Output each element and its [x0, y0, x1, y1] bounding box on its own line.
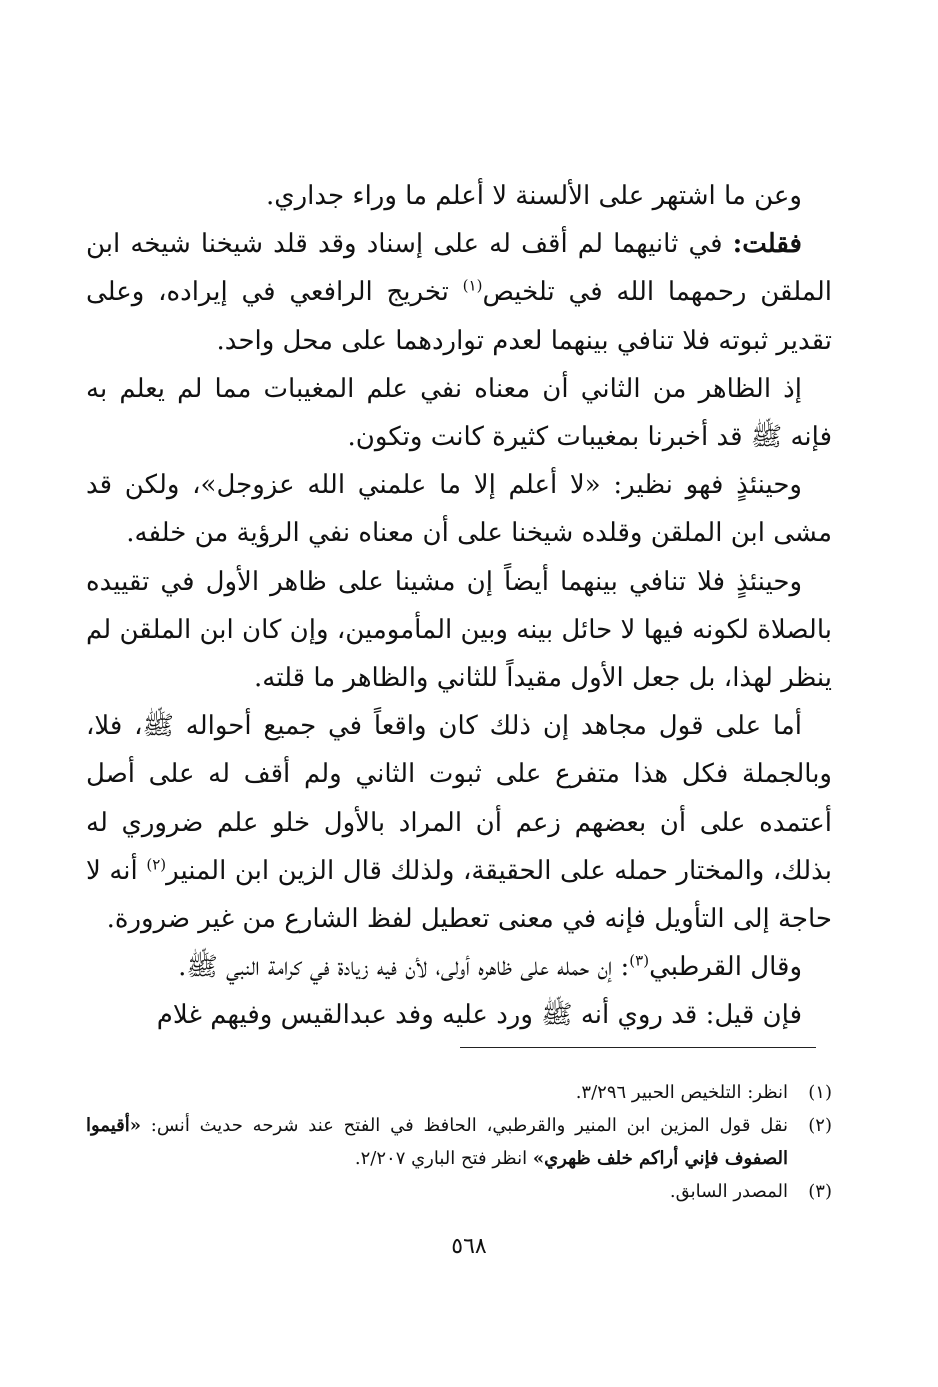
paragraph-lead-word: فقلت:	[732, 229, 802, 260]
paragraph-7-text-a: وقال القرطبي	[649, 952, 802, 983]
paragraph-6-text-b: أنه لا حاجة إلى التأويل فإنه في معنى تعطيل لفظ الشارع من غير ضرورة.	[86, 855, 832, 935]
footnote-number: (١)	[808, 1082, 832, 1103]
paragraph-4: وحينئذٍ فهو نظير: «لا أعلم إلا ما علمني الله عزوجل»، ولكن قد مشى ابن الملقن وقلده شيخنا على أن معناه نفي الرؤية من خلفه.	[86, 470, 832, 549]
paragraph-2-text-b: تخريج الرافعي في إيراده، وعلى تقدير ثبوته فلا تنافي بينهما لعدم تواردهما على محل واحد.	[86, 277, 832, 356]
footnote-separator	[460, 1047, 816, 1048]
main-text	[86, 172, 832, 1040]
paragraph-6	[86, 702, 832, 943]
paragraph-8: فإن قيل: قد روي أنه ﷺ ورد عليه وفد عبدالقيس وفيهم غلام	[156, 1000, 802, 1031]
footnote-hadith-quote: «أقيموا الصفوف فإني أراكم خلف ظهري»	[86, 1115, 788, 1169]
paragraph-7-text-b: : إن حمله على ظاهره أولى، لأن فيه زيادة في كرامة النبي ﷺ.	[178, 952, 630, 983]
paragraph-2	[86, 220, 832, 365]
paragraph-7	[86, 943, 832, 991]
paragraph-1: وعن ما اشتهر على الألسنة لا أعلم ما وراء جداري.	[265, 181, 802, 211]
footnote-text-part: نقل قول المزين ابن المنير والقرطبي، الحافظ في الفتح عند شرحه حديث أنس:	[141, 1115, 788, 1136]
footnote-text: المصدر السابق.	[669, 1181, 788, 1202]
paragraph-6-text-a: أما على قول مجاهد إن ذلك كان واقعاً في جميع أحواله ﷺ، فلا، وبالجملة فكل هذا متفرع على ثبوت الثاني ولم أقف له على أصل أعتمده على أن بعضهم زعم أن المراد بالأول خلو علم ضروري له بذلك، والمختار حمله على الحقيقة، ولذلك قال الزين ابن المنير	[86, 711, 832, 886]
footnote-ref-3: (٣)	[629, 951, 650, 970]
footnote-text	[86, 1109, 788, 1175]
footnote-number: (٢)	[808, 1115, 832, 1136]
footnote-ref-1: (١)	[462, 276, 483, 295]
paragraph-2-text-a: في ثانيهما لم أقف له على إسناد وقد قلد شيخنا شيخه ابن الملقن رحمهما الله في تلخيص	[86, 229, 832, 308]
footnote-item	[86, 1175, 832, 1208]
paragraph-5: وحينئذٍ فلا تنافي بينهما أيضاً إن مشينا على ظاهر الأول في تقييده بالصلاة لكونه فيها لا حائل بينه وبين المأمومين، وإن كان ابن الملقن لم ينظر لهذا، بل جعل الأول مقيداً للثاني والظاهر ما قلته.	[86, 566, 832, 694]
footnote-item	[86, 1076, 832, 1109]
footnote-text-part: انظر فتح الباري ٢/٢٠٧.	[354, 1148, 533, 1169]
footnote-text: انظر: التلخيص الحبير ٣/٢٩٦.	[575, 1082, 788, 1103]
footnotes	[86, 1076, 832, 1208]
footnote-number: (٣)	[808, 1181, 832, 1202]
paragraph-3: إذ الظاهر من الثاني أن معناه نفي علم المغيبات مما لم يعلم به فإنه ﷺ قد أخبرنا بمغيبات كثيرة كانت وتكون.	[86, 373, 832, 453]
footnote-item	[86, 1109, 832, 1175]
footnote-ref-2: (٢)	[146, 855, 167, 874]
page-number: ٥٦٨	[451, 1234, 487, 1259]
